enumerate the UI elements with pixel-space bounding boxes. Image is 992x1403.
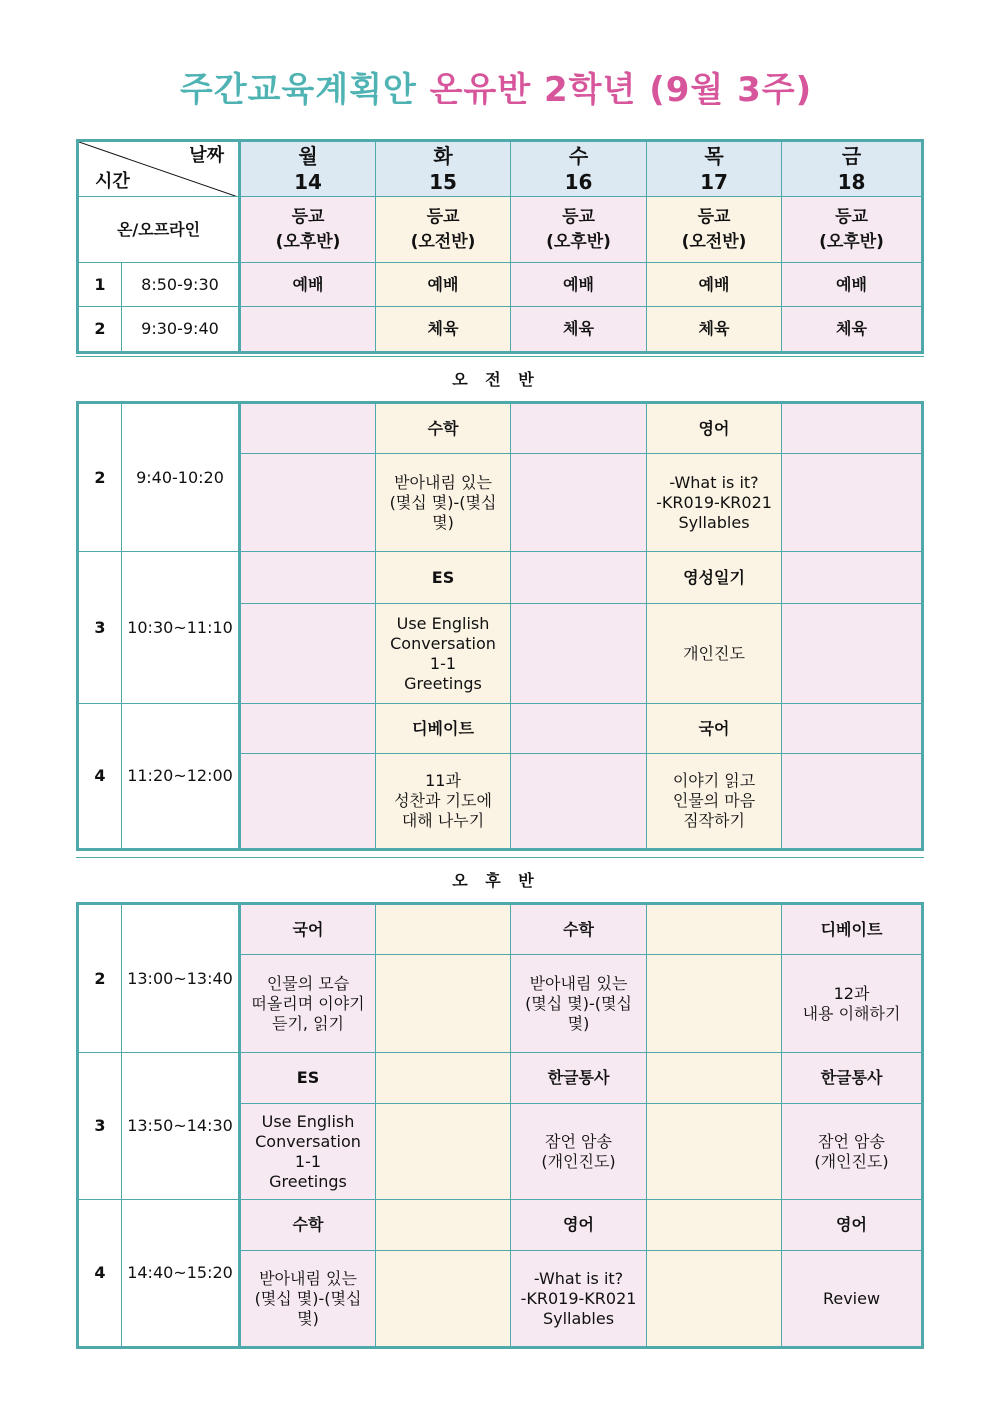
afternoon-section-label: 오 후 반 — [452, 871, 540, 890]
content-line: (개인진도) — [814, 1151, 889, 1171]
content-cell — [511, 754, 647, 850]
subject-cell: 한글통사 — [511, 1053, 647, 1104]
content-cell — [376, 754, 511, 850]
title-week: (9월 3주) — [649, 70, 813, 110]
content-cell — [782, 754, 923, 850]
content-line: (개인진도) — [541, 1151, 616, 1171]
content-cell — [782, 454, 923, 552]
content-cell — [240, 604, 376, 704]
page-title — [0, 62, 992, 111]
subject-cell: 예배 — [647, 263, 782, 307]
corner-date-label: 날짜 — [189, 145, 224, 166]
subject-cell — [240, 704, 376, 754]
content-line: 받아내림 있는 — [259, 1268, 357, 1288]
content-line: (몇십 몇)-(몇십 — [525, 993, 632, 1013]
content-cell — [511, 454, 647, 552]
content-cell — [240, 754, 376, 850]
subject-cell: 디베이트 — [376, 704, 511, 754]
content-line: 인물의 마음 — [672, 791, 756, 810]
content-line: Review — [822, 1288, 881, 1308]
morning-section-label: 오 전 반 — [452, 370, 540, 389]
content-cell — [511, 1251, 647, 1348]
subject-cell: 예배 — [511, 263, 647, 307]
subject-cell: 체육 — [782, 307, 923, 353]
content-cell — [782, 1251, 923, 1348]
subject-cell: 예배 — [782, 263, 923, 307]
content-line: -KR019-KR021 — [656, 492, 772, 512]
subject-cell: 디베이트 — [782, 904, 923, 955]
time-cell: 9:30-9:40 — [122, 307, 240, 353]
period-cell: 3 — [78, 552, 122, 704]
content-cell — [511, 1104, 647, 1200]
content-line: Conversation — [390, 633, 496, 653]
subject-cell — [240, 552, 376, 604]
subject-cell: 수학 — [511, 904, 647, 955]
content-line: Conversation — [255, 1131, 361, 1151]
content-line: Syllables — [678, 512, 750, 532]
content-line: 이야기 읽고 — [672, 771, 756, 790]
content-cell — [240, 955, 376, 1053]
period-cell: 2 — [78, 307, 122, 353]
content-line: Greetings — [269, 1171, 347, 1191]
content-line: 12과 — [833, 983, 870, 1003]
time-cell: 13:50~14:30 — [122, 1053, 240, 1200]
content-cell — [240, 454, 376, 552]
content-cell — [511, 604, 647, 704]
online-label: 온/오프라인 — [78, 197, 240, 263]
subject-cell: ES — [240, 1053, 376, 1104]
subject-cell: 체육 — [647, 307, 782, 353]
subject-cell: 영어 — [511, 1200, 647, 1251]
subject-cell — [647, 904, 782, 955]
content-line: Use English — [396, 613, 490, 633]
subject-cell — [240, 403, 376, 454]
title-plan: 주간교육계획안 — [179, 70, 417, 110]
subject-cell — [782, 704, 923, 754]
content-cell — [647, 1251, 782, 1348]
content-line: 잠언 암송 — [545, 1131, 612, 1151]
subject-cell: 영성일기 — [647, 552, 782, 604]
afternoon-schedule-table — [76, 902, 924, 1349]
corner-time-label: 시간 — [95, 171, 130, 192]
content-cell — [376, 604, 511, 704]
subject-cell — [782, 552, 923, 604]
period-cell: 1 — [78, 263, 122, 307]
period-cell: 4 — [78, 1200, 122, 1348]
subject-cell — [511, 704, 647, 754]
subject-cell: 수학 — [240, 1200, 376, 1251]
subject-cell: 영어 — [647, 403, 782, 454]
content-cell — [647, 1104, 782, 1200]
period-cell: 2 — [78, 904, 122, 1053]
content-line: Use English — [261, 1111, 355, 1131]
subject-cell — [240, 307, 376, 353]
divider — [76, 857, 924, 858]
content-line: 1-1 — [429, 653, 457, 673]
day-header-mon: 월 14 — [240, 141, 376, 197]
morning-schedule-table — [76, 401, 924, 851]
content-line: 떠올리며 이야기 — [251, 993, 365, 1013]
content-line: 받아내림 있는 — [394, 472, 492, 492]
content-cell — [647, 454, 782, 552]
content-line: (몇십 몇)-(몇십 — [389, 492, 497, 512]
period-cell: 3 — [78, 1053, 122, 1200]
content-line: 몇) — [297, 1308, 319, 1328]
content-line: 11과 — [425, 771, 461, 790]
period-cell: 4 — [78, 704, 122, 850]
subject-cell — [647, 1200, 782, 1251]
content-cell — [240, 1104, 376, 1200]
time-cell: 14:40~15:20 — [122, 1200, 240, 1348]
time-cell: 11:20~12:00 — [122, 704, 240, 850]
subject-cell — [376, 904, 511, 955]
content-line: 개인진도 — [683, 643, 745, 663]
content-cell — [647, 604, 782, 704]
subject-cell — [782, 403, 923, 454]
title-class: 온유반 2학년 — [429, 70, 637, 110]
content-cell — [782, 1104, 923, 1200]
schedule-header-table — [76, 139, 924, 354]
subject-cell — [376, 1200, 511, 1251]
subject-cell: 체육 — [511, 307, 647, 353]
subject-cell: 국어 — [647, 704, 782, 754]
corner-cell — [78, 141, 240, 197]
subject-cell: 영어 — [782, 1200, 923, 1251]
attend-tue: 등교 (오전반) — [376, 197, 511, 263]
content-cell — [240, 1251, 376, 1348]
attend-thu: 등교 (오전반) — [647, 197, 782, 263]
content-line: (몇십 몇)-(몇십 — [254, 1288, 362, 1308]
content-cell — [376, 955, 511, 1053]
subject-cell: 한글통사 — [782, 1053, 923, 1104]
time-cell: 9:40-10:20 — [122, 403, 240, 552]
day-header-wed: 수 16 — [511, 141, 647, 197]
day-header-tue: 화 15 — [376, 141, 511, 197]
content-cell — [511, 955, 647, 1053]
content-line: -What is it? — [533, 1268, 624, 1288]
subject-cell — [511, 403, 647, 454]
content-cell — [376, 454, 511, 552]
attend-mon: 등교 (오후반) — [240, 197, 376, 263]
subject-cell — [647, 1053, 782, 1104]
content-line: 내용 이해하기 — [802, 1003, 901, 1023]
time-cell: 8:50-9:30 — [122, 263, 240, 307]
subject-cell: 예배 — [240, 263, 376, 307]
content-line: -KR019-KR021 — [520, 1288, 637, 1308]
period-cell: 2 — [78, 403, 122, 552]
attend-wed: 등교 (오후반) — [511, 197, 647, 263]
subject-cell — [511, 552, 647, 604]
content-line: 몇) — [432, 512, 454, 532]
subject-cell: 수학 — [376, 403, 511, 454]
day-header-fri: 금 18 — [782, 141, 923, 197]
subject-cell: 예배 — [376, 263, 511, 307]
content-cell — [782, 604, 923, 704]
subject-cell: ES — [376, 552, 511, 604]
content-line: 인물의 모습 — [266, 973, 350, 993]
content-cell — [376, 1104, 511, 1200]
time-cell: 13:00~13:40 — [122, 904, 240, 1053]
time-cell: 10:30~11:10 — [122, 552, 240, 704]
subject-cell — [376, 1053, 511, 1104]
content-cell — [782, 955, 923, 1053]
content-line: Greetings — [404, 673, 482, 693]
content-line: 듣기, 읽기 — [272, 1013, 344, 1033]
content-line: 받아내림 있는 — [529, 973, 628, 993]
content-line: Syllables — [542, 1308, 615, 1328]
content-line: 잠언 암송 — [818, 1131, 885, 1151]
content-line: 성찬과 기도에 — [394, 791, 492, 810]
content-cell — [647, 955, 782, 1053]
content-line: -What is it? — [669, 472, 759, 492]
day-header-thu: 목 17 — [647, 141, 782, 197]
attend-fri: 등교 (오후반) — [782, 197, 923, 263]
content-line: 1-1 — [294, 1151, 322, 1171]
content-cell — [376, 1251, 511, 1348]
content-line: 짐작하기 — [683, 811, 745, 830]
content-line: 몇) — [567, 1013, 590, 1033]
subject-cell: 체육 — [376, 307, 511, 353]
content-cell — [647, 754, 782, 850]
content-line: 대해 나누기 — [401, 811, 485, 830]
subject-cell: 국어 — [240, 904, 376, 955]
divider — [76, 356, 924, 357]
